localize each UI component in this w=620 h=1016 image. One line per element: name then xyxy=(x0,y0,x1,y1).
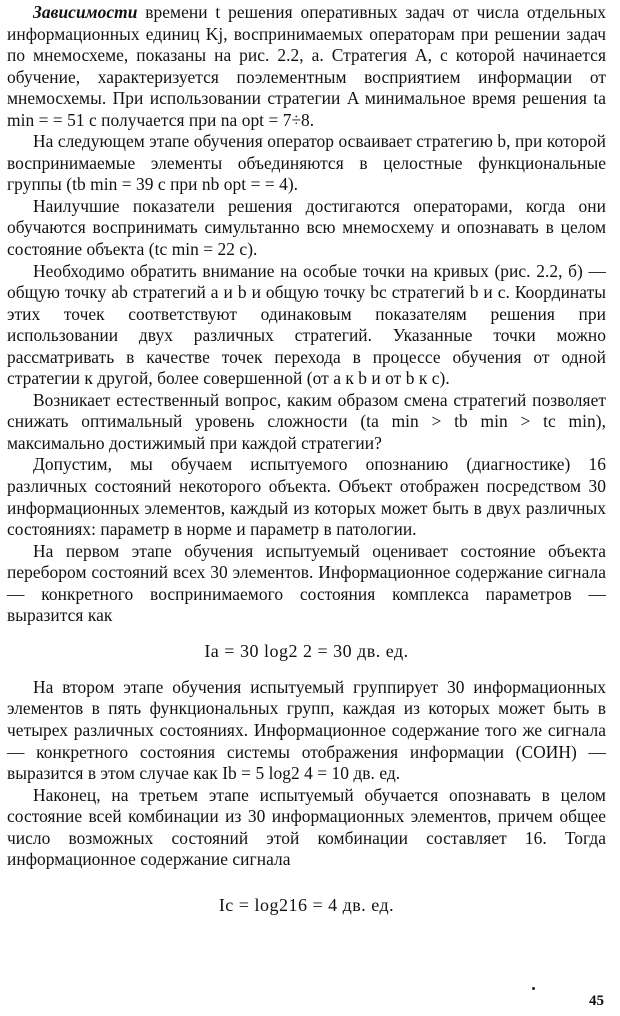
print-speck xyxy=(532,987,535,990)
formula-ia: Ia = 30 log2 2 = 30 дв. ед. xyxy=(204,640,409,661)
formula-ic: Ic = log216 = 4 дв. ед. xyxy=(218,894,395,915)
page-number: 45 xyxy=(589,993,604,1009)
paragraph-8: На втором этапе обучения испытуемый группирует 30 информационных элементов в пять функциональных групп, каждая из которых может быть в четырех различных состояниях. Информационное содержание того же сигнала — конкретного состояния системы отображения информации (СОИН) — выразится в этом случае как Ib = 5 log2 4 = 10 дв. ед. xyxy=(7,676,606,784)
paragraph-lead: Зависимости xyxy=(33,2,138,22)
paragraph-9: Наконец, на третьем этапе испытуемый обучается опознавать в целом состояние всей комбинации из 30 информационных элементов, причем общее число возможных состояний этой комбинации составляет 16. Тогда информационное содержание сигнала xyxy=(7,784,606,870)
paragraph-2: На следующем этапе обучения оператор осваивает стратегию b, при которой воспринимаемые элементы объединяются в целостные функциональные группы (tb min = 39 с при nb opt = = 4). xyxy=(7,131,606,195)
paragraph-4: Необходимо обратить внимание на особые точки на кривых (рис. 2.2, б) — общую точку ab стратегий a и b и общую точку bc стратегий b и c. Координаты этих точек соответствуют одинаковым показателям решения при использовании двух различных стратегий. Указанные точки можно рассматривать в качестве точек перехода в процессе обучения от одной стратегии к другой, более совершенной (от a к b и от b к c). xyxy=(7,260,606,389)
paragraph-5: Возникает естественный вопрос, каким образом смена стратегий позволяет снижать оптимальный уровень сложности (ta min > tb min > tc min), максимально достижимый при каждой стратегии? xyxy=(7,389,606,453)
paragraph-1 xyxy=(7,2,606,131)
paragraph-text: времени t решения оперативных задач от числа отдельных информационных единиц Kj, воспринимаемых операторам при решении задач по мнемосхеме, показаны на рис. 2.2, a. Стратегия A, с которой начинается обучение, характеризуется поэлементным восприятием информации от мнемосхемы. При использовании стратегии A минимальное время решения ta min = = 51 с получается при na opt = 7÷8. xyxy=(7,2,606,130)
paragraph-7: На первом этапе обучения испытуемый оценивает состояние объекта перебором состояний всех 30 элементов. Информационное содержание сигнала — конкретного воспринимаемого состояния комплекса параметров — выразится как xyxy=(7,540,606,626)
paragraph-6: Допустим, мы обучаем испытуемого опознанию (диагностике) 16 различных состояний некоторого объекта. Объект отображен посредством 30 информационных элементов, каждый из которых может быть в двух различных состояниях: параметр в норме и параметр в патологии. xyxy=(7,454,606,540)
paragraph-3: Наилучшие показатели решения достигаются операторами, когда они обучаются воспринимать симультанно всю мнемосхему и опознавать в целом состояние объекта (tc min = 22 с). xyxy=(7,195,606,260)
